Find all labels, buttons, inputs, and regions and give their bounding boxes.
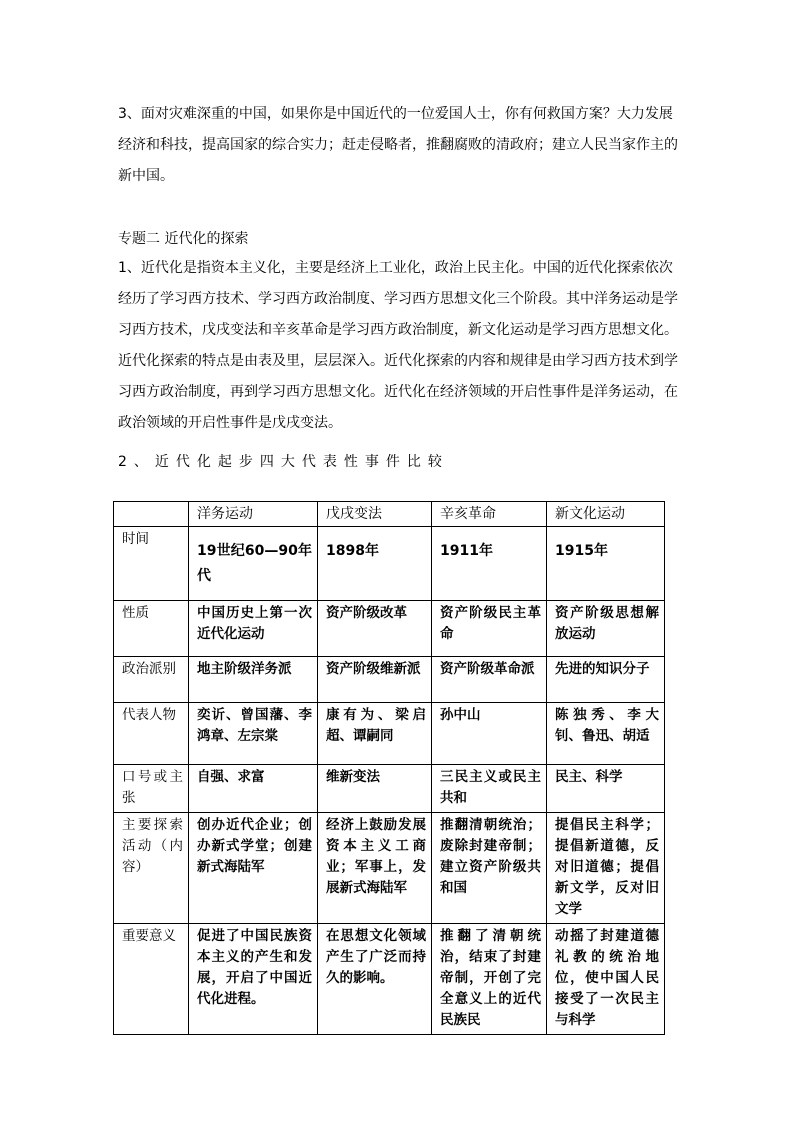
table-cell: 孙中山 bbox=[432, 703, 547, 765]
comparison-table bbox=[113, 501, 665, 1035]
table-header-cell: 洋务运动 bbox=[189, 502, 318, 527]
table-cell: 三民主义或民主共和 bbox=[432, 765, 547, 813]
table-cell: 资产阶级改革 bbox=[318, 601, 432, 657]
table-row bbox=[114, 657, 665, 703]
table-cell: 资产阶级维新派 bbox=[318, 657, 432, 703]
table-row bbox=[114, 527, 665, 601]
table-cell: 推翻了清朝统治，结束了封建帝制，开创了完全意义上的近代民族民 bbox=[432, 924, 547, 1035]
point1-paragraph: 1、近代化是指资本主义化，主要是经济上工业化，政治上民主化。中国的近代化探索依次经历了学习西方技术、学习西方政治制度、学习西方思想文化三个阶段。其中洋务运动是学习西方技术，戊戌变法和辛亥革命是学习西方政治制度，新文化运动是学习西方思想文化。近代化探索的特点是由表及里，层层深入。近代化探索的内容和规律是由学习西方技术到学习西方政治制度，再到学习西方思想文化。近代化在经济领域的开启性事件是洋务运动，在政治领域的开启性事件是戊戌变法。 bbox=[118, 260, 678, 431]
topic-title: 专题二 近代化的探索 bbox=[118, 231, 249, 247]
table-cell: 先进的知识分子 bbox=[547, 657, 665, 703]
table-header-row bbox=[114, 502, 665, 527]
table-cell: 经济上鼓励发展资本主义工商业；军事上，发展新式海陆军 bbox=[318, 813, 432, 924]
table-header-cell: 辛亥革命 bbox=[432, 502, 547, 527]
table-cell: 自强、求富 bbox=[189, 765, 318, 813]
table-row bbox=[114, 924, 665, 1035]
table-cell: 维新变法 bbox=[318, 765, 432, 813]
table-cell: 动摇了封建道德礼教的统治地位，使中国人民接受了一次民主与科学 bbox=[547, 924, 665, 1035]
row-label: 口号或主张 bbox=[114, 765, 189, 813]
table-cell: 提倡民主科学；提倡新道德，反对旧道德；提倡新文学，反对旧文学 bbox=[547, 813, 665, 924]
table-cell: 陈独秀、李大钊、鲁迅、胡适 bbox=[547, 703, 665, 765]
table-cell: 1915年 bbox=[547, 527, 665, 601]
table-cell: 资产阶级民主革命 bbox=[432, 601, 547, 657]
row-label: 重要意义 bbox=[114, 924, 189, 1035]
table-header-cell: 新文化运动 bbox=[547, 502, 665, 527]
table-row bbox=[114, 703, 665, 765]
table-cell: 资产阶级革命派 bbox=[432, 657, 547, 703]
table-row bbox=[114, 813, 665, 924]
table-cell: 中国历史上第一次近代化运动 bbox=[189, 601, 318, 657]
row-label: 主要探索活动（内容） bbox=[114, 813, 189, 924]
table-row bbox=[114, 765, 665, 813]
table-cell: 促进了中国民族资本主义的产生和发展，开启了中国近代化进程。 bbox=[189, 924, 318, 1035]
table-cell: 奕䜣、曾国藩、李鸿章、左宗棠 bbox=[189, 703, 318, 765]
table-cell: 康有为、梁启超、谭嗣同 bbox=[318, 703, 432, 765]
row-label: 政治派别 bbox=[114, 657, 189, 703]
row-label: 代表人物 bbox=[114, 703, 189, 765]
table-header-cell bbox=[114, 502, 189, 527]
table-cell: 创办近代企业；创办新式学堂；创建新式海陆军 bbox=[189, 813, 318, 924]
table-cell: 1898年 bbox=[318, 527, 432, 601]
table-row bbox=[114, 601, 665, 657]
point2-title: 2、近代化起步四大代表性事件比较 bbox=[118, 454, 449, 470]
table-cell: 资产阶级思想解放运动 bbox=[547, 601, 665, 657]
section3-paragraph: 3、面对灾难深重的中国，如果你是中国近代的一位爱国人士，你有何救国方案？大力发展经济和科技，提高国家的综合实力；赶走侵略者，推翻腐败的清政府；建立人民当家作主的新中国。 bbox=[118, 106, 678, 184]
row-label: 性质 bbox=[114, 601, 189, 657]
table-cell: 民主、科学 bbox=[547, 765, 665, 813]
row-label: 时间 bbox=[114, 527, 189, 601]
table-cell: 推翻清朝统治；废除封建帝制；建立资产阶级共和国 bbox=[432, 813, 547, 924]
table-cell: 1911年 bbox=[432, 527, 547, 601]
table-cell: 地主阶级洋务派 bbox=[189, 657, 318, 703]
table-header-cell: 戊戌变法 bbox=[318, 502, 432, 527]
table-cell: 19世纪60—90年代 bbox=[189, 527, 318, 601]
table-cell: 在思想文化领域产生了广泛而持久的影响。 bbox=[318, 924, 432, 1035]
